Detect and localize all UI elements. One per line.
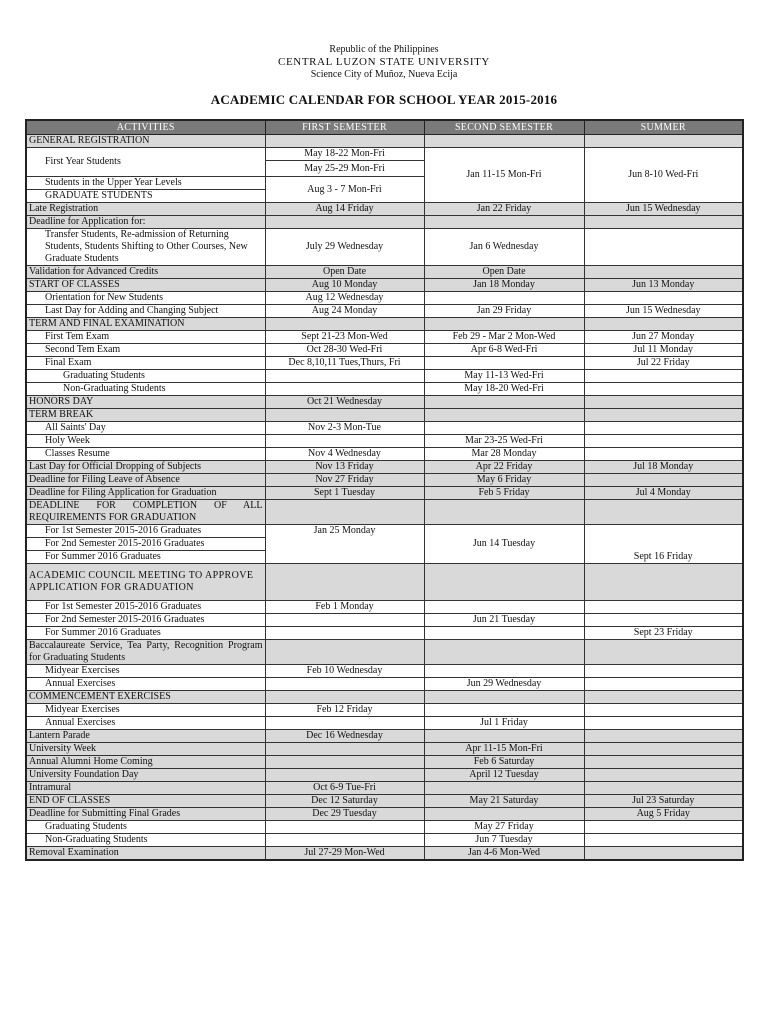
col-header-first-semester: FIRST SEMESTER (265, 120, 424, 135)
activity-label: Annual Exercises (26, 717, 265, 730)
activity-label: GRADUATE STUDENTS (26, 190, 265, 203)
activity-label: For 2nd Semester 2015-2016 Graduates (26, 614, 265, 627)
activity-label: Last Day for Adding and Changing Subject (26, 305, 265, 318)
table-row (26, 691, 743, 704)
first-sem-value: Aug 14 Friday (265, 203, 424, 216)
republic-line: Republic of the Philippines (329, 44, 439, 55)
activity-label: First Year Students (26, 148, 265, 177)
table-row (26, 601, 743, 614)
activity-label: Last Day for Official Dropping of Subjects (26, 461, 265, 474)
summer-value: Jul 11 Monday (584, 344, 743, 357)
activity-label: Intramural (26, 782, 265, 795)
summer-value: Sept 23 Friday (584, 627, 743, 640)
summer-value: Sept 16 Friday (584, 525, 743, 564)
second-sem-value: May 27 Friday (424, 821, 584, 834)
calendar-table (25, 119, 744, 861)
activity-label: University Foundation Day (26, 769, 265, 782)
first-sem-value: Aug 10 Monday (265, 279, 424, 292)
table-row (26, 834, 743, 847)
second-sem-value: Apr 22 Friday (424, 461, 584, 474)
second-sem-value: Jan 6 Wednesday (424, 229, 584, 266)
first-sem-value: Sept 1 Tuesday (265, 487, 424, 500)
second-sem-value: Mar 23-25 Wed-Fri (424, 435, 584, 448)
first-sem-value: Oct 21 Wednesday (265, 396, 424, 409)
table-row (26, 743, 743, 756)
second-sem-value: May 11-13 Wed-Fri (424, 370, 584, 383)
table-row (26, 564, 743, 601)
first-sem-value: Feb 1 Monday (265, 601, 424, 614)
table-row (26, 318, 743, 331)
first-sem-value: May 18-22 Mon-Fri (265, 148, 424, 161)
second-sem-value: May 18-20 Wed-Fri (424, 383, 584, 396)
summer-value: Jun 15 Wednesday (584, 203, 743, 216)
activity-label: Graduating Students (26, 370, 265, 383)
page-title: ACADEMIC CALENDAR FOR SCHOOL YEAR 2015-2016 (210, 92, 558, 107)
second-sem-value: April 12 Tuesday (424, 769, 584, 782)
table-row (26, 396, 743, 409)
table-row (26, 474, 743, 487)
activity-label: For Summer 2016 Graduates (26, 551, 265, 564)
table-row (26, 383, 743, 396)
section-label: Baccalaureate Service, Tea Party, Recognition Program for Graduating Students (26, 640, 265, 665)
second-sem-value: Jan 4-6 Mon-Wed (424, 847, 584, 861)
activity-label: For 1st Semester 2015-2016 Graduates (26, 601, 265, 614)
table-header-row (26, 120, 743, 135)
activity-label: Second Tem Exam (26, 344, 265, 357)
table-row (26, 665, 743, 678)
second-sem-value: Jun 7 Tuesday (424, 834, 584, 847)
activity-label: Lantern Parade (26, 730, 265, 743)
table-row (26, 847, 743, 861)
first-sem-value: Feb 12 Friday (265, 704, 424, 717)
summer-value: Aug 5 Friday (584, 808, 743, 821)
activity-label: Classes Resume (26, 448, 265, 461)
table-row (26, 435, 743, 448)
table-row (26, 216, 743, 229)
second-sem-value: Feb 29 - Mar 2 Mon-Wed (424, 331, 584, 344)
activity-label: Annual Exercises (26, 678, 265, 691)
summer-value: Jul 23 Saturday (584, 795, 743, 808)
first-sem-value: Sept 21-23 Mon-Wed (265, 331, 424, 344)
second-sem-value: Jun 21 Tuesday (424, 614, 584, 627)
col-header-second-semester: SECOND SEMESTER (424, 120, 584, 135)
second-sem-value: Open Date (424, 266, 584, 279)
table-row (26, 756, 743, 769)
first-sem-value: Dec 16 Wednesday (265, 730, 424, 743)
table-row (26, 357, 743, 370)
first-sem-value: Aug 12 Wednesday (265, 292, 424, 305)
section-label: COMMENCEMENT EXERCISES (26, 691, 265, 704)
first-sem-value: Aug 24 Monday (265, 305, 424, 318)
table-row (26, 448, 743, 461)
activity-label: For 1st Semester 2015-2016 Graduates (26, 525, 265, 538)
first-sem-value: May 25-29 Mon-Fri (265, 161, 424, 177)
col-header-activities: ACTIVITIES (26, 120, 265, 135)
second-sem-value: Feb 5 Friday (424, 487, 584, 500)
section-label: Deadline for Application for: (26, 216, 265, 229)
section-label: DEADLINE FOR COMPLETION OF ALL REQUIREMENTS FOR GRADUATION (26, 500, 265, 525)
first-sem-value: Nov 2-3 Mon-Tue (265, 422, 424, 435)
section-label: HONORS DAY (26, 396, 265, 409)
table-row (26, 266, 743, 279)
table-row (26, 704, 743, 717)
section-label: END OF CLASSES (26, 795, 265, 808)
section-label: TERM BREAK (26, 409, 265, 422)
summer-value: Jul 18 Monday (584, 461, 743, 474)
second-sem-value: Feb 6 Saturday (424, 756, 584, 769)
table-row (26, 148, 743, 161)
first-sem-value: Open Date (265, 266, 424, 279)
second-sem-value: Jan 29 Friday (424, 305, 584, 318)
section-label: TERM AND FINAL EXAMINATION (26, 318, 265, 331)
summer-value: Jun 13 Monday (584, 279, 743, 292)
first-sem-value: Nov 27 Friday (265, 474, 424, 487)
summer-value: Jun 8-10 Wed-Fri (584, 148, 743, 203)
activity-label: Graduating Students (26, 821, 265, 834)
first-sem-value: Dec 29 Tuesday (265, 808, 424, 821)
activity-label: First Tem Exam (26, 331, 265, 344)
activity-label: Deadline for Submitting Final Grades (26, 808, 265, 821)
table-row (26, 717, 743, 730)
activity-label: For Summer 2016 Graduates (26, 627, 265, 640)
table-row (26, 292, 743, 305)
second-sem-value: Apr 11-15 Mon-Fri (424, 743, 584, 756)
activity-label: Transfer Students, Re-admission of Returning Students, Students Shifting to Other Courses, New Graduate Students (26, 229, 265, 266)
table-row (26, 135, 743, 148)
activity-label: Midyear Exercises (26, 704, 265, 717)
first-sem-value: Jul 27-29 Mon-Wed (265, 847, 424, 861)
table-row (26, 614, 743, 627)
table-row (26, 229, 743, 266)
summer-value: Jul 22 Friday (584, 357, 743, 370)
activity-label: Late Registration (26, 203, 265, 216)
table-row (26, 808, 743, 821)
second-sem-value: Apr 6-8 Wed-Fri (424, 344, 584, 357)
activity-label: Validation for Advanced Credits (26, 266, 265, 279)
second-sem-value: Mar 28 Monday (424, 448, 584, 461)
activity-label: Students in the Upper Year Levels (26, 177, 265, 190)
section-label: START OF CLASSES (26, 279, 265, 292)
table-row (26, 730, 743, 743)
table-row (26, 769, 743, 782)
second-sem-value: May 21 Saturday (424, 795, 584, 808)
table-row (26, 821, 743, 834)
first-sem-value: Nov 4 Wednesday (265, 448, 424, 461)
activity-label: University Week (26, 743, 265, 756)
first-sem-value: Aug 3 - 7 Mon-Fri (265, 177, 424, 203)
activity-label: Non-Graduating Students (26, 834, 265, 847)
first-sem-value: Dec 12 Saturday (265, 795, 424, 808)
table-row (26, 331, 743, 344)
activity-label: All Saints' Day (26, 422, 265, 435)
table-row (26, 487, 743, 500)
activity-label: Deadline for Filing Leave of Absence (26, 474, 265, 487)
first-sem-value: Nov 13 Friday (265, 461, 424, 474)
table-row (26, 305, 743, 318)
table-row (26, 344, 743, 357)
second-sem-value: Jan 18 Monday (424, 279, 584, 292)
table-row (26, 627, 743, 640)
activity-label: Removal Examination (26, 847, 265, 861)
table-row (26, 782, 743, 795)
table-row (26, 203, 743, 216)
table-row (26, 678, 743, 691)
activity-label: Final Exam (26, 357, 265, 370)
summer-value: Jul 4 Monday (584, 487, 743, 500)
first-sem-value: Jan 25 Monday (265, 525, 424, 564)
first-sem-value: Oct 6-9 Tue-Fri (265, 782, 424, 795)
col-header-summer: SUMMER (584, 120, 743, 135)
table-row (26, 370, 743, 383)
first-sem-value: Feb 10 Wednesday (265, 665, 424, 678)
second-sem-value: Jun 14 Tuesday (424, 525, 584, 564)
summer-value: Jun 27 Monday (584, 331, 743, 344)
activity-label: Non-Graduating Students (26, 383, 265, 396)
first-sem-value: Dec 8,10,11 Tues,Thurs, Fri (265, 357, 424, 370)
second-sem-value: Jan 22 Friday (424, 203, 584, 216)
activity-label: Deadline for Filing Application for Graduation (26, 487, 265, 500)
document-header (0, 44, 768, 81)
summer-value: Jun 15 Wednesday (584, 305, 743, 318)
table-row (26, 279, 743, 292)
table-row (26, 525, 743, 538)
table-row (26, 795, 743, 808)
second-sem-value: May 6 Friday (424, 474, 584, 487)
first-sem-value: Oct 28-30 Wed-Fri (265, 344, 424, 357)
section-label: ACADEMIC COUNCIL MEETING TO APPROVE APPLICATION FOR GRADUATION (26, 564, 265, 601)
university-name: CENTRAL LUZON STATE UNIVERSITY (278, 56, 490, 68)
section-label: GENERAL REGISTRATION (26, 135, 265, 148)
second-sem-value: Jan 11-15 Mon-Fri (424, 148, 584, 203)
table-row (26, 461, 743, 474)
activity-label: Midyear Exercises (26, 665, 265, 678)
activity-label: Orientation for New Students (26, 292, 265, 305)
activity-label: Annual Alumni Home Coming (26, 756, 265, 769)
table-row (26, 409, 743, 422)
activity-label: For 2nd Semester 2015-2016 Graduates (26, 538, 265, 551)
table-row (26, 500, 743, 525)
first-sem-value: July 29 Wednesday (265, 229, 424, 266)
activity-label: Holy Week (26, 435, 265, 448)
second-sem-value: Jun 29 Wednesday (424, 678, 584, 691)
second-sem-value: Jul 1 Friday (424, 717, 584, 730)
table-row (26, 422, 743, 435)
university-address: Science City of Muñoz, Nueva Ecija (310, 69, 458, 80)
table-row (26, 640, 743, 665)
